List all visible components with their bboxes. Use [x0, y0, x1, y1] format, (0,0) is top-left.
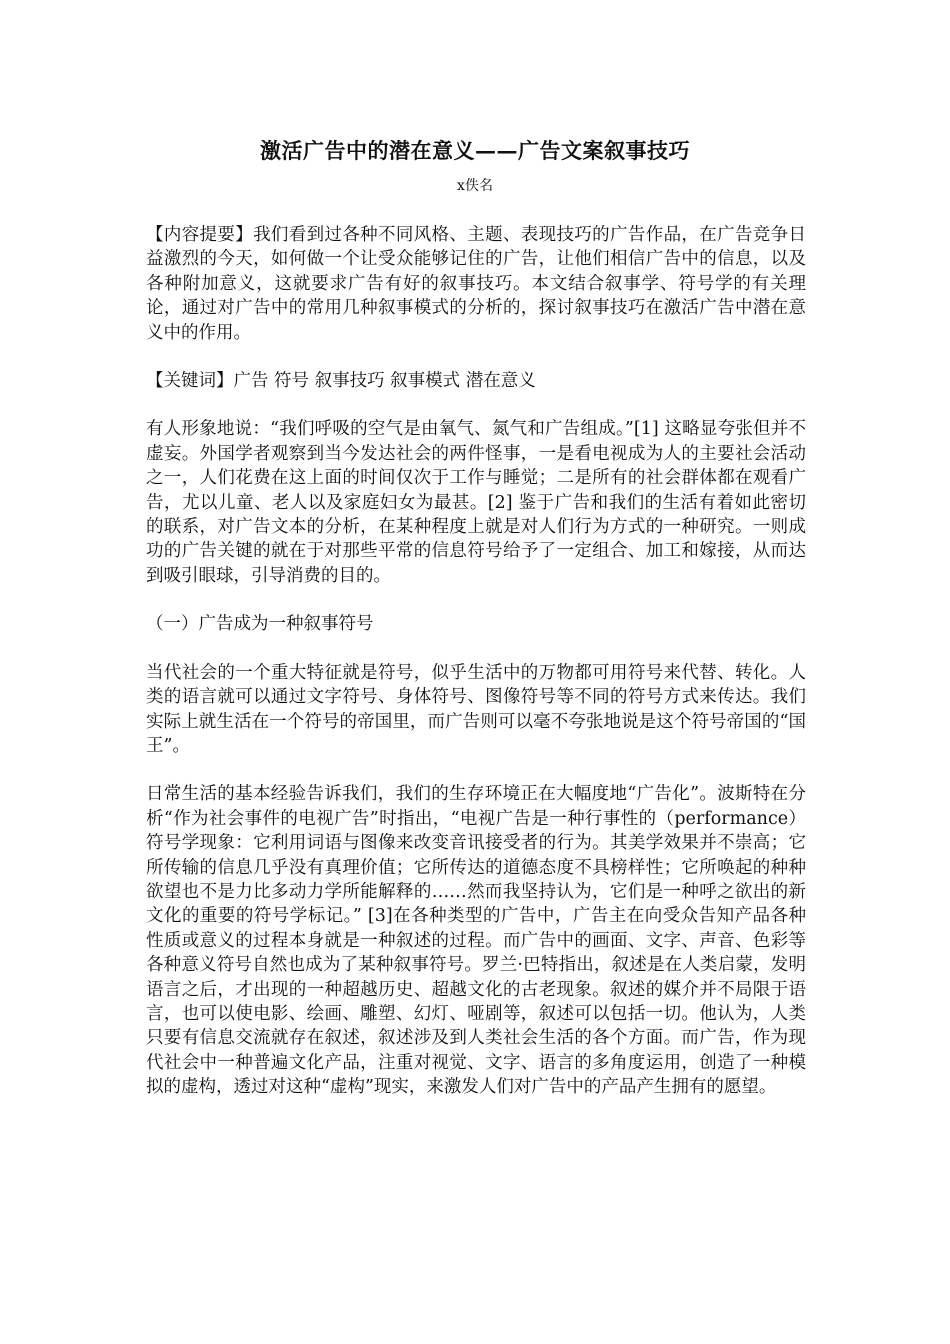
body-paragraph: 日常生活的基本经验告诉我们，我们的生存环境正在大幅度地“广告化”。波斯特在分析“作为社会事件的电视广告”时指出，“电视广告是一种行事性的（performance）符号学现象：它利用词语与图像来改变音讯接受者的行为。其美学效果并不崇高；它所传输的信息几乎没有真理价值；它所传达的道德态度不具榜样性；它所唤起的种种欲望也不是力比多动力学所能解释的……然而我坚持认为，它们是一种呼之欲出的新文化的重要的符号学标记。” [3]在各种类型的广告中，广告主在向受众告知产品各种性质或意义的过程本身就是一种叙述的过程。而广告中的画面、文字、声音、色彩等各种意义符号自然也成为了某种叙事符号。罗兰·巴特指出，叙述是在人类启蒙，发明语言之后，才出现的一种超越历史、超越文化的古老现象。叙述的媒介并不局限于语言，也可以使电影、绘画、雕塑、幻灯、哑剧等，叙述可以包括一切。他认为，人类只要有信息交流就存在叙述，叙述涉及到人类社会生活的各个方面。而广告，作为现代社会中一种普遍文化产品，注重对视觉、文字、语言的多角度运用，创造了一种模拟的虚构，透过对这种“虚构”现实，来激发人们对广告中的产品产生拥有的愿望。 [146, 784, 806, 1098]
keywords-paragraph: 【关键词】广告 符号 叙事技巧 叙事模式 潜在意义 [146, 371, 536, 392]
abstract-paragraph: 【内容提要】我们看到过各种不同风格、主题、表现技巧的广告作品，在广告竞争日益激烈的今天，如何做一个让受众能够记住的广告，让他们相信广告中的信息，以及各种附加意义，这就要求广告有好的叙事技巧。本文结合叙事学、符号学的有关理论，通过对广告中的常用几种叙事模式的分析的，探讨叙事技巧在激活广告中潜在意义中的作用。 [146, 225, 806, 343]
section-heading: （一）广告成为一种叙事符号 [146, 614, 374, 635]
body-paragraph: 有人形象地说：“我们呼吸的空气是由氧气、氮气和广告组成。”[1] 这略显夸张但并不虚妄。外国学者观察到当今发达社会的两件怪事，一是看电视成为人的主要社会活动之一，人们花费在这上面的时间仅次于工作与睡觉；二是所有的社会群体都在观看广告，尤以儿童、老人以及家庭妇女为最甚。[2] 鉴于广告和我们的生活有着如此密切的联系，对广告文本的分析，在某种程度上就是对人们行为方式的一种研究。一则成功的广告关键的就在于对那些平常的信息符号给予了一定组合、加工和嫁接，从而达到吸引眼球，引导消费的目的。 [146, 419, 806, 586]
document-author: x佚名 [457, 178, 493, 194]
body-paragraph: 当代社会的一个重大特征就是符号，似乎生活中的万物都可用符号来代替、转化。人类的语言就可以通过文字符号、身体符号、图像符号等不同的符号方式来传达。我们实际上就生活在一个符号的帝国里，而广告则可以毫不夸张地说是这个符号帝国的“国王”。 [146, 662, 806, 756]
document-title: 激活广告中的潜在意义——广告文案叙事技巧 [260, 138, 690, 163]
document-body [146, 223, 806, 1124]
